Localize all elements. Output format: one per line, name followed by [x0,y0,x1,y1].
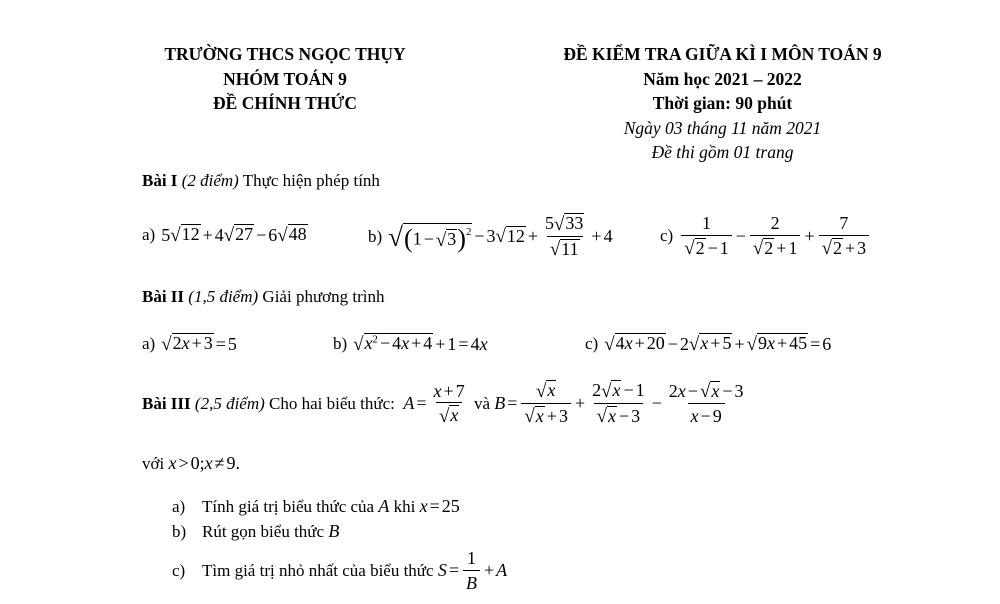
problem-2a: a) √2x + 3 = 5 [142,333,237,355]
condition-prefix: với [142,453,165,473]
problem-text: khi [393,496,416,516]
problem-label: a) [142,334,156,353]
section-1-instruction: Thực hiện phép tính [242,171,380,190]
variable: A [378,496,390,516]
problem-text: Tính giá trị biểu thức của [202,496,375,516]
variable: B [328,521,340,541]
section-1-heading [142,171,380,191]
problem-label: c) [172,560,186,580]
problem-1b: b) $√(1 - √3)^2$ − 3 √12 + $\frac{5√33}{√11}$ + 4 [368,213,613,261]
problem-2c: c) √4x + 20 − 2 √x + 5 + √9x + 45 = 6 [585,333,832,355]
problem-label: c) [585,334,599,353]
problem-2b: b) $√x^2 - 4x + 4$ + 1 = 4 x [333,333,488,355]
problem-3c [172,548,507,593]
school-year: Năm học 2021 – 2022 [643,68,802,89]
section-3-name: Bài III [142,393,191,413]
problem-3a: a) Tính giá trị biểu thức của A khi x = 25 [172,496,460,516]
header-right [520,42,925,165]
section-1-name: Bài I [142,171,178,190]
section-3-points: (2,5 điểm) [194,393,265,413]
problem-1a: a) 5 √12 + 4 √27 − 6 √48 [142,224,307,246]
problem-text: Tìm giá trị nhỏ nhất của biểu thức [202,560,434,580]
section-3-instruction: Cho hai biểu thức: [269,393,395,413]
problem-label: a) [172,496,186,516]
section-1-points: (2 điểm) [181,171,239,190]
page-count: Đề thi gồm 01 trang [651,142,794,162]
school-name: TRƯỜNG THCS NGỌC THỤY [164,44,406,64]
conjunction: và [473,393,490,413]
problem-text: Rút gọn biểu thức [202,521,325,541]
problem-3b [172,521,339,542]
problem-label: b) [333,334,348,353]
problem-label: b) [368,226,383,246]
problem-label: a) [142,225,156,244]
exam-title: ĐỀ KIỂM TRA GIỮA KÌ I MÔN TOÁN 9 [563,44,882,64]
expression-b: B = $\frac{√x}{√x + 3}$ + $\frac{2√x - 1}{√x - 3}$ − $\frac{2x - √x - 3}{x - 9}$ [494,380,744,428]
exam-date: Ngày 03 tháng 11 năm 2021 [623,117,822,138]
problem-label: b) [172,521,187,541]
section-2-instruction: Giải phương trình [262,287,385,306]
exam-duration: Thời gian: 90 phút [652,93,793,113]
expression-s: S = $\frac{1}{B}$ + A [437,548,508,593]
condition-line [142,453,240,474]
problem-label: c) [660,226,674,246]
header-left [140,42,430,116]
expression-a: A = $\frac{x + 7}{√x}$ [403,380,465,427]
section-2-name: Bài II [142,287,185,306]
group-name: NHÓM TOÁN 9 [223,68,347,89]
section-2-points: (1,5 điểm) [188,287,259,306]
condition: x > 0;x ≠ 9. [168,453,241,473]
section-2-heading [142,287,385,307]
problem-1c: c) $\frac{1}{√2 - 1}$ − $\frac{2}{√2 + 1}$ + $\frac{7}{√2 + 3}$ [660,213,871,259]
exam-status: ĐỀ CHÍNH THỨC [213,93,357,113]
section-3-heading [142,380,748,427]
